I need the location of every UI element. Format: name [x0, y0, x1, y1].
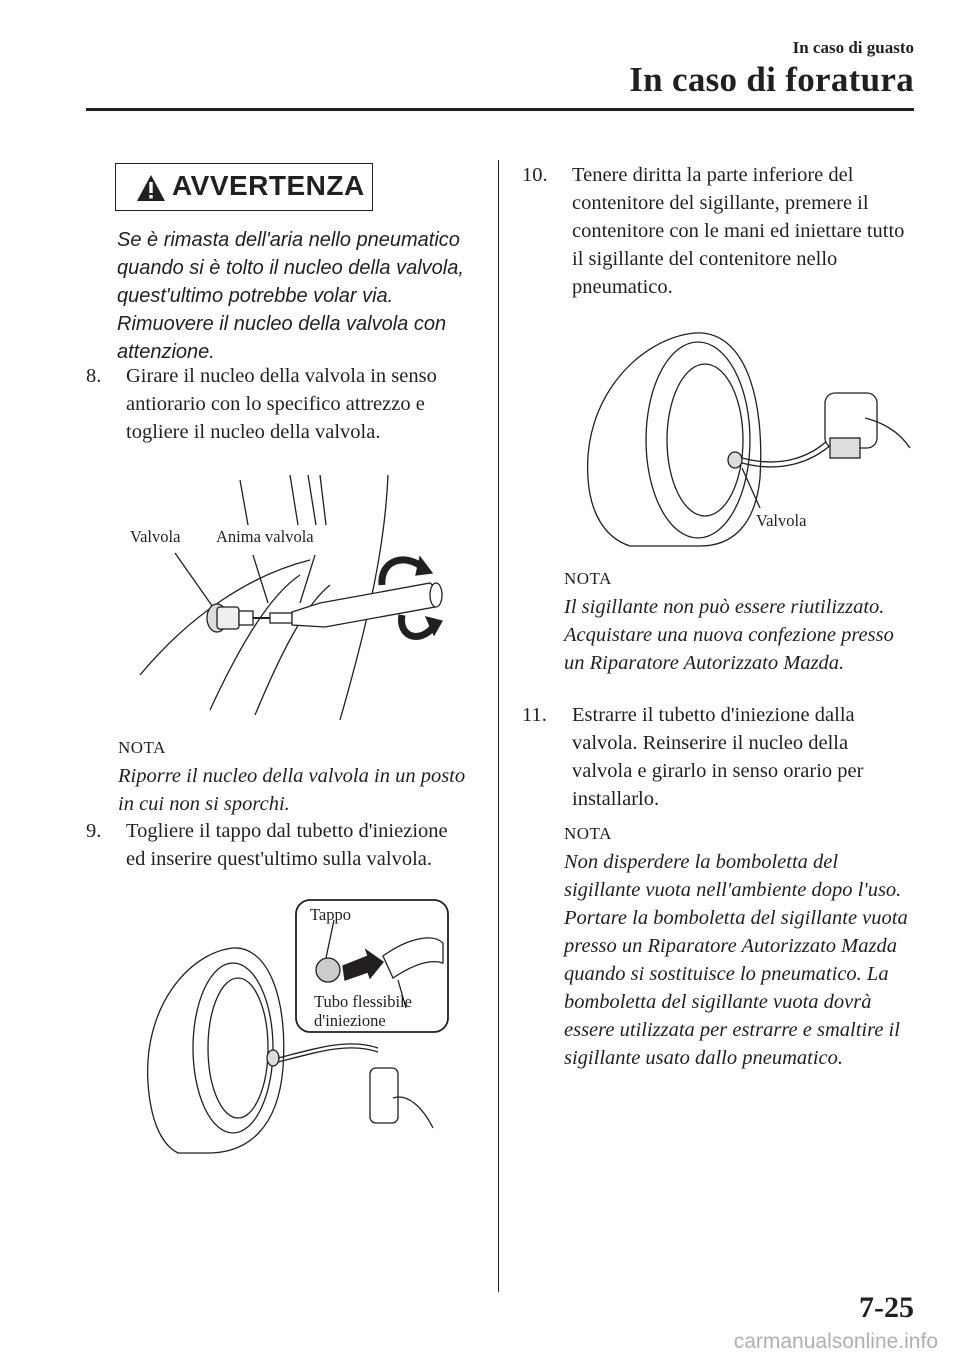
step-text: Estrarre il tubetto d'iniezione dalla valvola. Reinserire il nucleo della valvola e girarlo in senso orario per installarlo. — [572, 704, 864, 810]
step-text: Togliere il tappo dal tubetto d'iniezione ed inserire quest'ultimo sulla valvola. — [126, 820, 448, 870]
note-1 — [118, 734, 478, 818]
label-tube-line-2: d'iniezione — [314, 1011, 386, 1030]
step-8 — [86, 362, 466, 446]
note-text: Riporre il nucleo della valvola in un posto in cui non si sporchi. — [118, 765, 466, 815]
step-text: Tenere diritta la parte inferiore del contenitore del sigillante, premere il contenitore con le mani ed iniettare tutto il sigillante del contenitore nello pneumatico. — [572, 164, 905, 298]
label-valve: Valvola — [756, 511, 807, 530]
note-3 — [564, 820, 916, 1072]
header-rule — [86, 108, 914, 111]
warning-box — [115, 163, 373, 211]
label-cap: Tappo — [310, 905, 352, 924]
figure-injection-tube — [138, 898, 458, 1168]
note-heading: NOTA — [564, 824, 612, 843]
label-tube-line-1: Tubo flessibile — [314, 992, 412, 1011]
step-9 — [86, 817, 466, 873]
step-number: 8. — [86, 365, 102, 387]
step-11 — [522, 701, 912, 813]
figure-valve-core-removal — [130, 465, 470, 725]
note-2 — [564, 565, 914, 677]
page-number: 7-25 — [859, 1291, 914, 1324]
watermark: carmanualsonline.info — [733, 1330, 938, 1353]
warning-text: Se è rimasta dell'aria nello pneumatico quando si è tolto il nucleo della valvola, quest'ultimo potrebbe volar via. Rimuovere il nucleo della valvola con attenzione. — [117, 229, 464, 363]
step-number: 9. — [86, 820, 102, 842]
step-number: 11. — [522, 704, 547, 726]
note-text: Il sigillante non può essere riutilizzato. Acquistare una nuova confezione presso un Riparatore Autorizzato Mazda. — [564, 596, 894, 674]
step-number: 10. — [522, 164, 548, 186]
label-valve-core: Anima valvola — [216, 527, 314, 546]
figure-inject-sealant — [580, 328, 920, 553]
page-title: In caso di foratura — [629, 60, 914, 99]
section-label: In caso di guasto — [792, 38, 914, 57]
note-heading: NOTA — [564, 569, 612, 588]
step-10 — [522, 161, 912, 301]
step-text: Girare il nucleo della valvola in senso antiorario con lo specifico attrezzo e togliere il nucleo della valvola. — [126, 365, 437, 443]
column-divider — [498, 160, 499, 1292]
warning-triangle-icon — [136, 174, 166, 202]
note-text: Non disperdere la bomboletta del sigillante vuota nell'ambiente dopo l'uso. Portare la bomboletta del sigillante vuota presso un Riparatore Autorizzato Mazda quando si sostituisce lo pneumatico. La bomboletta del sigillante vuota dovrà essere utilizzata per estrarre e smaltire il sigillante usato dallo pneumatico. — [564, 851, 908, 1069]
note-heading: NOTA — [118, 738, 166, 757]
label-valve: Valvola — [130, 527, 181, 546]
warning-title: AVVERTENZA — [172, 170, 365, 201]
